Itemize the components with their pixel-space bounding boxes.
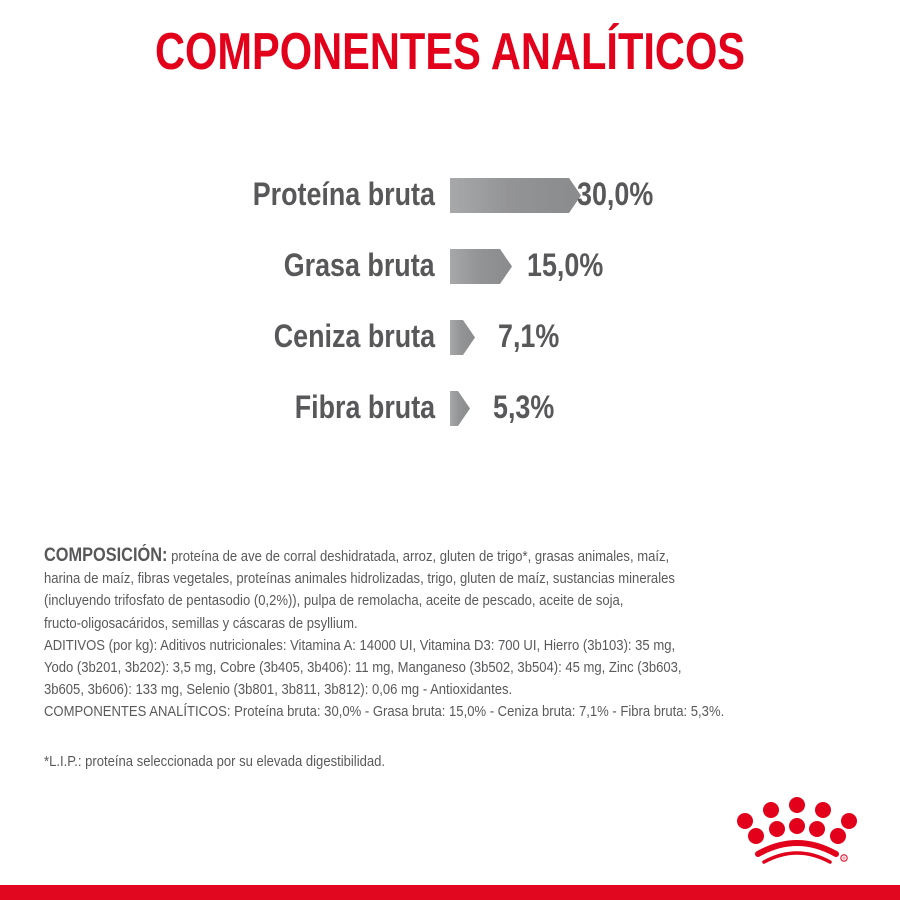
analytical-line: COMPONENTES ANALÍTICOS: Proteína bruta: 30,0% - Grasa bruta: 15,0% - Ceniza bruta: 7,1% - Fibra bruta: 5,3%. — [44, 703, 725, 721]
additives-line: 3b605, 3b606): 133 mg, Selenio (3b801, 3b811, 3b812): 0,06 mg - Antioxidantes. — [44, 681, 513, 699]
page-title: COMPONENTES ANALÍTICOS — [154, 23, 746, 81]
component-label: Grasa bruta — [284, 247, 435, 283]
component-value: 5,3% — [493, 389, 555, 425]
composition-line: harina de maíz, fibras vegetales, proteínas animales hidrolizadas, trigo, gluten de maíz, sustancias minerales — [44, 570, 675, 588]
component-value: 30,0% — [577, 176, 654, 212]
component-bar — [450, 178, 581, 213]
brand-bottom-stripe — [0, 885, 900, 900]
brand-logo — [736, 796, 860, 866]
svg-text:®: ® — [842, 856, 846, 861]
crown-icon — [736, 796, 860, 866]
component-value: 15,0% — [527, 247, 604, 283]
component-row-protein — [0, 171, 900, 217]
footnote: *L.I.P.: proteína seleccionada por su elevada digestibilidad. — [44, 753, 386, 770]
composition-heading: COMPOSICIÓN: — [44, 545, 168, 566]
additives-line: ADITIVOS (por kg): Aditivos nutricionales: Vitamina A: 14000 UI, Vitamina D3: 700 UI, Hierro (3b103): 35 mg, — [44, 636, 676, 654]
additives-line: Yodo (3b201, 3b202): 3,5 mg, Cobre (3b405, 3b406): 11 mg, Manganeso (3b502, 3b504): 45 mg, Zinc (3b603, — [44, 659, 682, 677]
component-bar — [450, 320, 475, 355]
composition-line: COMPOSICIÓN: proteína de ave de corral deshidratada, arroz, gluten de trigo*, grasas animales, maíz, — [44, 545, 670, 566]
composition-text — [44, 545, 874, 724]
component-bar — [450, 391, 470, 426]
component-row-fiber — [0, 384, 900, 430]
component-label: Fibra bruta — [294, 389, 435, 425]
composition-line: (incluyendo trifosfato de pentasodio (0,2%)), pulpa de remolacha, aceite de pescado, aceite de soja, — [44, 592, 624, 610]
component-row-ash — [0, 313, 900, 359]
composition-line: fructo-oligosacáridos, semillas y cáscaras de psyllium. — [44, 614, 358, 632]
component-label: Proteína bruta — [252, 176, 435, 212]
component-bar — [450, 249, 512, 284]
component-label: Ceniza bruta — [273, 318, 435, 354]
component-row-fat — [0, 242, 900, 288]
component-value: 7,1% — [498, 318, 560, 354]
